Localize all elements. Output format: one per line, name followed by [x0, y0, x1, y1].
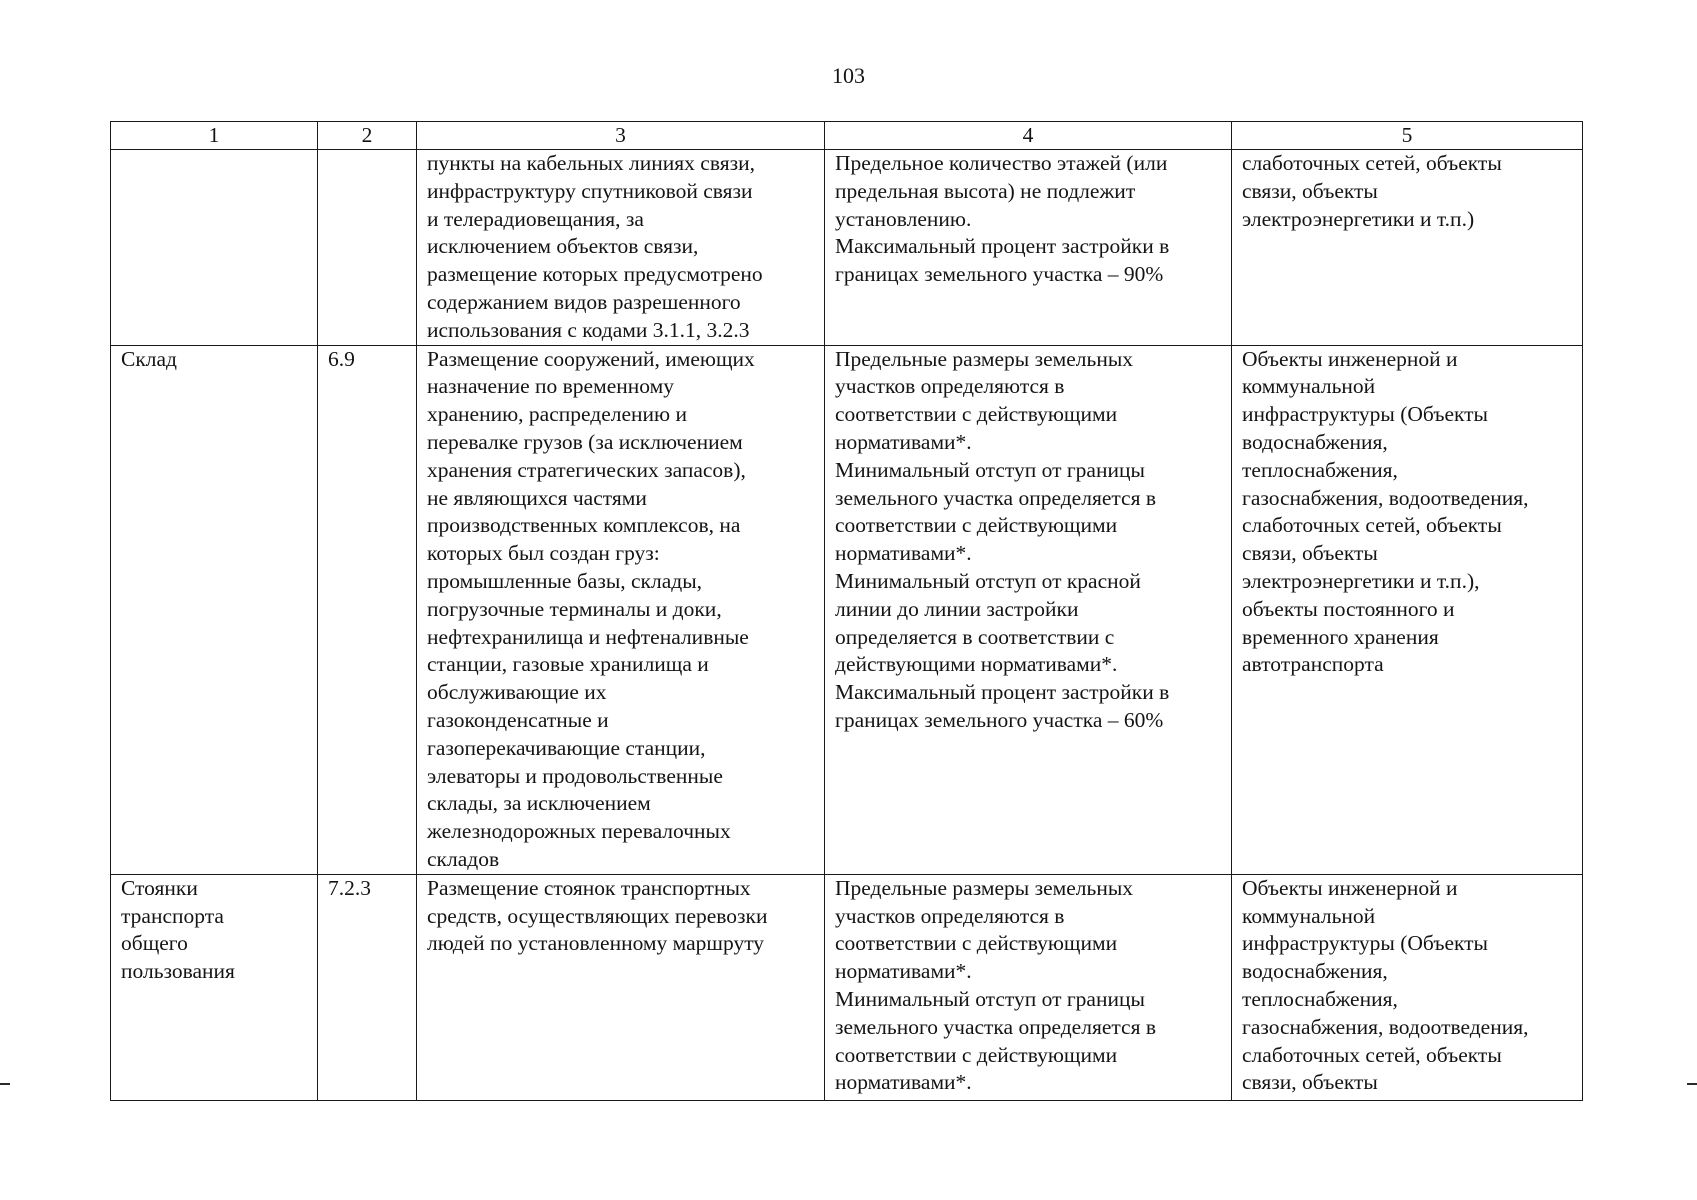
table-row [111, 345, 1583, 874]
parameters-line: участков определяются в [835, 374, 1065, 399]
parameters-cell [825, 874, 1232, 1100]
parameters-line: нормативами*. [835, 1070, 972, 1095]
auxiliary-line: теплоснабжения, [1242, 457, 1398, 482]
auxiliary-line: слаботочных сетей, объекты [1242, 151, 1502, 175]
description-line: не являющихся частями [427, 485, 647, 510]
description-line: перевалке грузов (за исключением [427, 429, 743, 454]
auxiliary-line: связи, объекты [1242, 1070, 1378, 1095]
land-use-code-cell [318, 150, 417, 346]
header-cell-2: 2 [318, 122, 417, 150]
parameters-line: нормативами*. [835, 959, 972, 984]
parameters-line: участков определяются в [835, 903, 1065, 928]
parameters-cell [825, 150, 1232, 346]
parameters-line: земельного участка определяется в [835, 1014, 1156, 1039]
right-margin-tick [1687, 1083, 1697, 1085]
parameters-line: Минимальный отступ от границы [835, 986, 1145, 1011]
parameters-line: границах земельного участка – 60% [835, 707, 1164, 732]
page-number: 103 [832, 63, 865, 88]
description-line: назначение по временному [427, 374, 674, 399]
land-use-code-cell: 7.2.3 [318, 874, 417, 1100]
description-line: обслуживающие их [427, 680, 607, 705]
auxiliary-line: временного хранения [1242, 624, 1439, 649]
description-line: исключением объектов связи, [427, 234, 699, 259]
header-cell-3: 3 [417, 122, 825, 150]
land-use-name-cell: Склад [111, 345, 318, 874]
description-line: пункты на кабельных линиях связи, [427, 151, 755, 175]
parameters-line: нормативами*. [835, 429, 972, 454]
parameters-line: Предельные размеры земельных [835, 875, 1134, 900]
table-row [111, 150, 1583, 346]
auxiliary-line: инфраструктуры (Объекты [1242, 402, 1489, 427]
parameters-cell [825, 345, 1232, 874]
land-use-name-cell [111, 150, 318, 346]
description-line: Размещение стоянок транспортных [427, 875, 751, 900]
parameters-line: земельного участка определяется в [835, 485, 1156, 510]
description-line: промышленные базы, склады, [427, 568, 703, 593]
auxiliary-cell [1232, 874, 1583, 1100]
auxiliary-line: газоснабжения, водоотведения, [1242, 1014, 1529, 1039]
parameters-line: соответствии с действующими [835, 402, 1118, 427]
description-line: хранению, распределению и [427, 402, 687, 427]
left-margin-tick [0, 1083, 10, 1085]
parameters-line: соответствии с действующими [835, 513, 1118, 538]
header-cell-5: 5 [1232, 122, 1583, 150]
auxiliary-line: Объекты инженерной и [1242, 346, 1458, 371]
auxiliary-line: Объекты инженерной и [1242, 875, 1458, 900]
auxiliary-line: электроэнергетики и т.п.), [1242, 568, 1480, 593]
description-line: средств, осуществляющих перевозки [427, 903, 768, 928]
auxiliary-cell [1232, 150, 1583, 346]
description-line: газоконденсатные и [427, 707, 609, 732]
header-cell-4: 4 [825, 122, 1232, 150]
description-line: хранения стратегических запасов), [427, 457, 746, 482]
auxiliary-line: коммунальной [1242, 903, 1376, 928]
description-line: элеваторы и продовольственные [427, 763, 723, 788]
parameters-line: Минимальный отступ от красной [835, 568, 1141, 593]
auxiliary-line: слаботочных сетей, объекты [1242, 513, 1502, 538]
description-line: станции, газовые хранилища и [427, 652, 709, 677]
auxiliary-line: слаботочных сетей, объекты [1242, 1042, 1502, 1067]
parameters-line: границах земельного участка – 90% [835, 262, 1164, 287]
description-line: складов [427, 846, 500, 871]
auxiliary-line: связи, объекты [1242, 178, 1378, 203]
auxiliary-line: водоснабжения, [1242, 429, 1388, 454]
description-line: Размещение сооружений, имеющих [427, 346, 755, 371]
parameters-line: Максимальный процент застройки в [835, 680, 1170, 705]
header-cell-1: 1 [111, 122, 318, 150]
land-use-code-cell: 6.9 [318, 345, 417, 874]
description-line: производственных комплексов, на [427, 513, 741, 538]
auxiliary-line: объекты постоянного и [1242, 596, 1455, 621]
description-cell [417, 874, 825, 1100]
parameters-line: Предельное количество этажей (или [835, 151, 1168, 175]
table-header-row [111, 122, 1583, 150]
auxiliary-line: коммунальной [1242, 374, 1376, 399]
parameters-line: Предельные размеры земельных [835, 346, 1134, 371]
auxiliary-line: электроэнергетики и т.п.) [1242, 206, 1475, 231]
parameters-line: линии до линии застройки [835, 596, 1079, 621]
description-line: нефтехранилища и нефтеналивные [427, 624, 749, 649]
auxiliary-line: водоснабжения, [1242, 959, 1388, 984]
land-use-table [110, 121, 1583, 1101]
description-line: размещение которых предусмотрено [427, 262, 763, 287]
description-line: склады, за исключением [427, 791, 651, 816]
description-line: людей по установленному маршруту [427, 931, 765, 956]
parameters-line: определяется в соответствии с [835, 624, 1115, 649]
land-use-name-cell: Стоянки транспорта общего пользования [111, 874, 318, 1100]
description-line: содержанием видов разрешенного [427, 289, 741, 314]
parameters-line: Максимальный процент застройки в [835, 234, 1170, 259]
description-cell [417, 150, 825, 346]
description-line: железнодорожных перевалочных [427, 819, 731, 844]
description-line: погрузочные терминалы и доки, [427, 596, 722, 621]
table-row [111, 874, 1583, 1100]
auxiliary-line: автотранспорта [1242, 652, 1384, 677]
parameters-line: установлению. [835, 206, 972, 231]
parameters-line: нормативами*. [835, 541, 972, 566]
auxiliary-line: газоснабжения, водоотведения, [1242, 485, 1529, 510]
description-cell [417, 345, 825, 874]
parameters-line: Минимальный отступ от границы [835, 457, 1145, 482]
parameters-line: соответствии с действующими [835, 931, 1118, 956]
description-line: использования с кодами 3.1.1, 3.2.3 [427, 317, 750, 342]
parameters-line: действующими нормативами*. [835, 652, 1118, 677]
description-line: инфраструктуру спутниковой связи [427, 178, 753, 203]
description-line: газоперекачивающие станции, [427, 735, 706, 760]
description-line: которых был создан груз: [427, 541, 660, 566]
parameters-line: предельная высота) не подлежит [835, 178, 1136, 203]
auxiliary-line: связи, объекты [1242, 541, 1378, 566]
description-line: и телерадиовещания, за [427, 206, 644, 231]
auxiliary-line: теплоснабжения, [1242, 986, 1398, 1011]
parameters-line: соответствии с действующими [835, 1042, 1118, 1067]
auxiliary-cell [1232, 345, 1583, 874]
auxiliary-line: инфраструктуры (Объекты [1242, 931, 1489, 956]
